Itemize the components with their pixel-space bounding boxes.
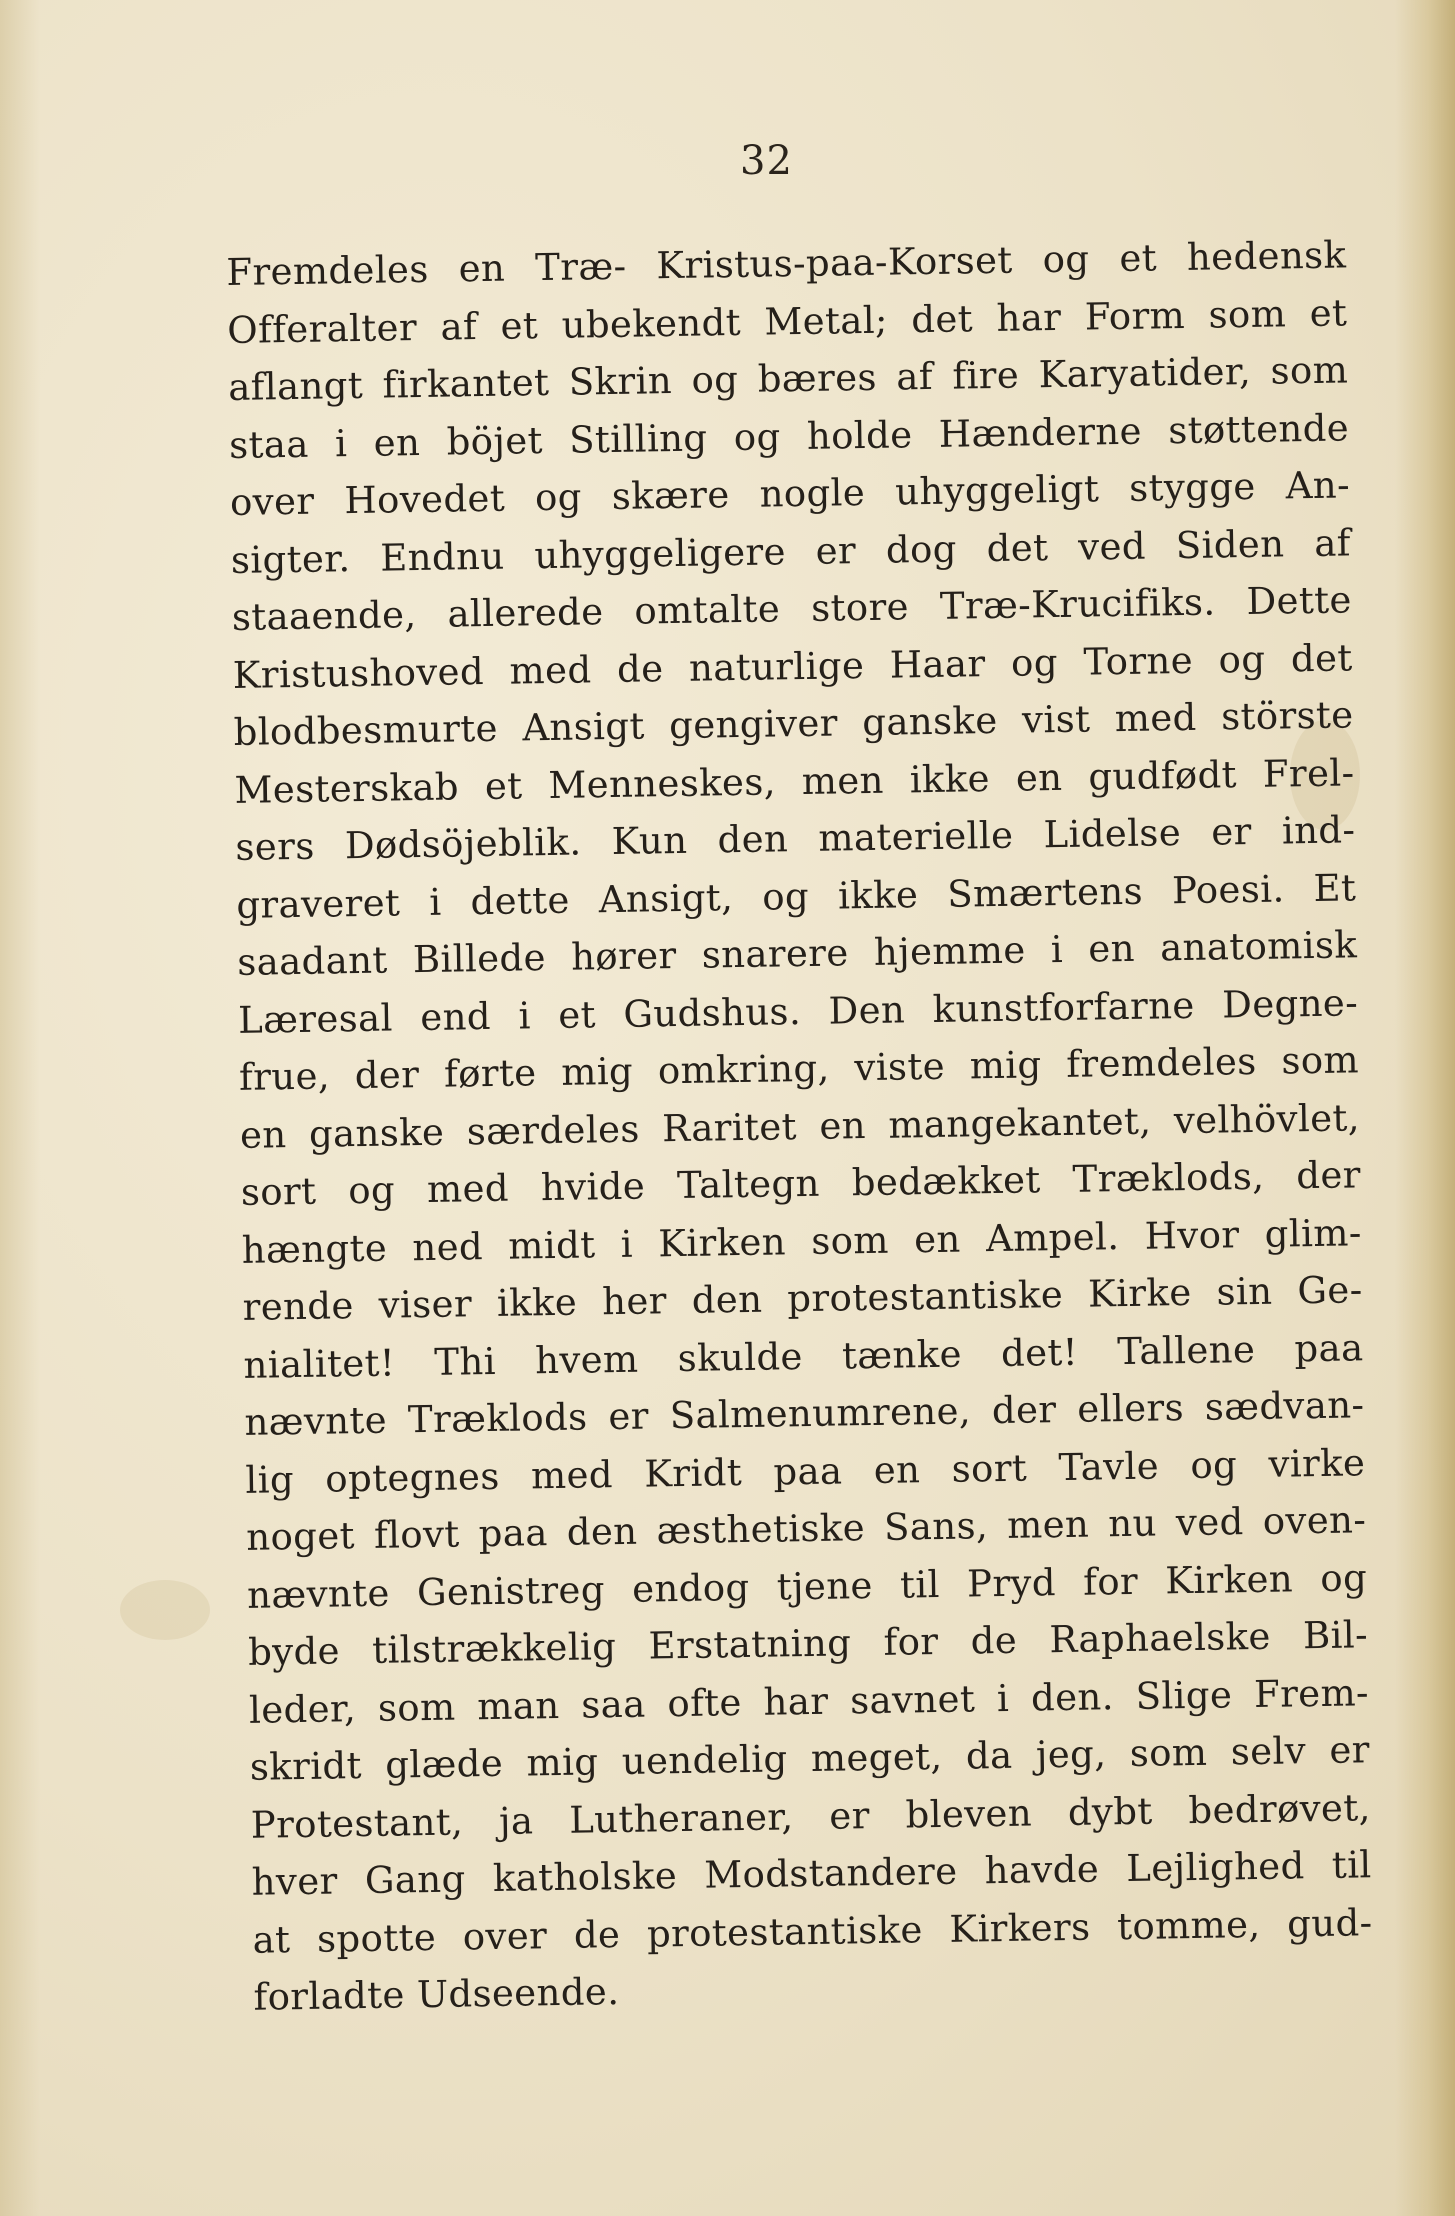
text-line: graveret i dette Ansigt, og ikke Smærtens Poesi. Et	[236, 865, 1357, 927]
text-line: noget flovt paa den æsthetiske Sans, men nu ved oven-	[245, 1498, 1367, 1559]
text-line: nialitet! Thi hvem skulde tænke det! Tallene paa	[243, 1325, 1364, 1387]
text-line: Kristushoved med de naturlige Haar og Torne og det	[232, 635, 1353, 697]
body-text	[226, 226, 1374, 2026]
text-line: sort og med hvide Taltegn bedækket Træklods, der	[240, 1153, 1362, 1214]
text-line: staaende, allerede omtalte store Træ-Krucifiks. Dette	[231, 578, 1353, 639]
text-line: Læresal end i et Gudshus. Den kunstforfarne Degne-	[237, 980, 1359, 1042]
paper-stain	[120, 1580, 210, 1640]
text-line: hver Gang katholske Modstandere havde Lejlighed til	[251, 1843, 1372, 1904]
page-left-edge-shadow	[0, 0, 40, 2216]
text-line: sigter. Endnu uhyggeligere er dog det ved Siden af	[230, 520, 1352, 582]
text-line: hængte ned midt i Kirken som en Ampel. Hvor glim-	[241, 1210, 1363, 1272]
text-line: nævnte Træklods er Salmenumrene, der ellers sædvan-	[244, 1383, 1365, 1444]
text-line: en ganske særdeles Raritet en mangekantet, velhövlet,	[239, 1095, 1361, 1157]
text-line: sers Dødsöjeblik. Kun den materielle Lidelse er ind-	[235, 808, 1356, 869]
text-line: lig optegnes med Kridt paa en sort Tavle og virke	[245, 1440, 1366, 1502]
text-line: at spotte over de protestantiske Kirkers tomme, gud-	[252, 1900, 1373, 1962]
text-line: Fremdeles en Træ- Kristus-paa-Korset og et hedensk	[226, 233, 1347, 294]
page-right-edge-shadow	[1395, 0, 1455, 2216]
text-line: Mesterskab et Menneskes, men ikke en gudfødt Frel-	[234, 750, 1355, 812]
text-line: frue, der førte mig omkring, viste mig fremdeles som	[238, 1038, 1360, 1099]
text-line: skridt glæde mig uendelig meget, da jeg, som selv er	[249, 1728, 1371, 1789]
text-line: rende viser ikke her den protestantiske Kirke sin Ge-	[242, 1268, 1363, 1329]
text-line: aflangt firkantet Skrin og bæres af fire Karyatider, som	[227, 348, 1349, 409]
text-line: saadant Billede hører snarere hjemme i en anatomisk	[236, 923, 1358, 984]
text-line: blodbesmurte Ansigt gengiver ganske vist med störste	[233, 693, 1354, 754]
page-number: 32	[740, 138, 793, 184]
text-line: Offeralter af et ubekendt Metal; det har Form som et	[227, 290, 1348, 352]
text-line: Protestant, ja Lutheraner, er bleven dybt bedrøvet,	[250, 1785, 1372, 1847]
text-line: over Hovedet og skære nogle uhyggeligt stygge An-	[229, 463, 1351, 524]
text-line: nævnte Genistreg endog tjene til Pryd for Kirken og	[246, 1555, 1368, 1617]
text-line: leder, som man saa ofte har savnet i den. Slige Frem-	[248, 1670, 1370, 1732]
text-line: staa i en böjet Stilling og holde Hænderne støttende	[228, 405, 1350, 467]
text-line: byde tilstrækkelig Erstatning for de Raphaelske Bil-	[247, 1613, 1369, 1674]
text-line: forladte Udseende.	[253, 1970, 620, 2019]
